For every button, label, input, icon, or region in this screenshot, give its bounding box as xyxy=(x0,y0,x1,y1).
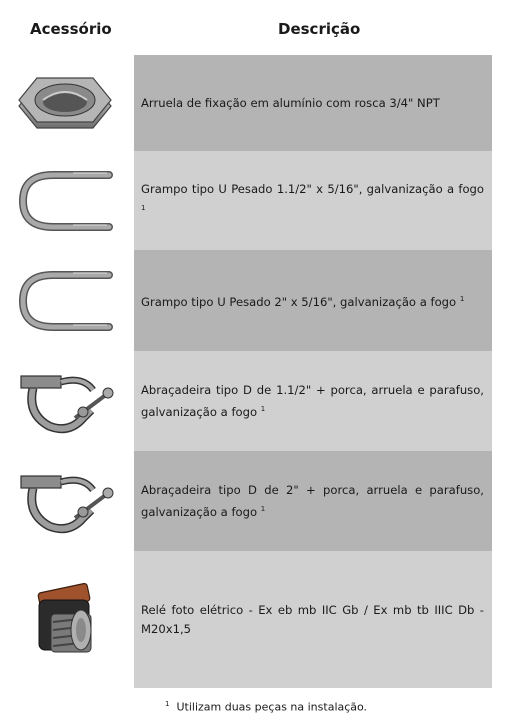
footnote-marker: 1 xyxy=(459,294,465,303)
description-cell: Abraçadeira tipo D de 1.1/2" + porca, arruela e parafuso, galvanização a fogo $^1$ xyxy=(134,351,492,451)
description-cell: Grampo tipo U Pesado 1.1/2" x 5/16", galvanização a fogo $^1$ xyxy=(134,151,492,250)
photo-relay-icon xyxy=(10,551,120,688)
accessory-column-header: Acessório xyxy=(30,20,112,38)
footnote-text: Utilizam duas peças na instalação. xyxy=(176,700,368,714)
table-row xyxy=(0,151,508,250)
d-clamp-icon xyxy=(10,351,120,451)
u-bolt-icon xyxy=(10,151,120,250)
table-row xyxy=(0,55,508,151)
table-row xyxy=(0,351,508,451)
table-row xyxy=(0,451,508,551)
table-row xyxy=(0,250,508,351)
footnote xyxy=(165,700,367,714)
description-column-header: Descrição xyxy=(278,20,361,38)
footnote-marker: 1 xyxy=(141,204,146,213)
description-cell: Relé foto elétrico - Ex eb mb IIC Gb / Ex mb tb IIIC Db -M20x1,5 xyxy=(134,551,492,688)
description-cell: Grampo tipo U Pesado 2" x 5/16", galvanização a fogo $^1$ xyxy=(134,250,492,351)
description-cell: Abraçadeira tipo D de 2" + porca, arruela e parafuso, galvanização a fogo $^1$ xyxy=(134,451,492,551)
d-clamp-icon xyxy=(10,451,120,551)
description-cell: Arruela de fixação em alumínio com rosca 3/4" NPT xyxy=(134,55,492,151)
footnote-marker: 1 xyxy=(165,700,170,708)
lock-nut-icon xyxy=(10,55,120,151)
u-bolt-icon xyxy=(10,250,120,351)
footnote-marker: 1 xyxy=(260,504,266,513)
table-row xyxy=(0,551,508,688)
footnote-marker: 1 xyxy=(260,404,266,413)
